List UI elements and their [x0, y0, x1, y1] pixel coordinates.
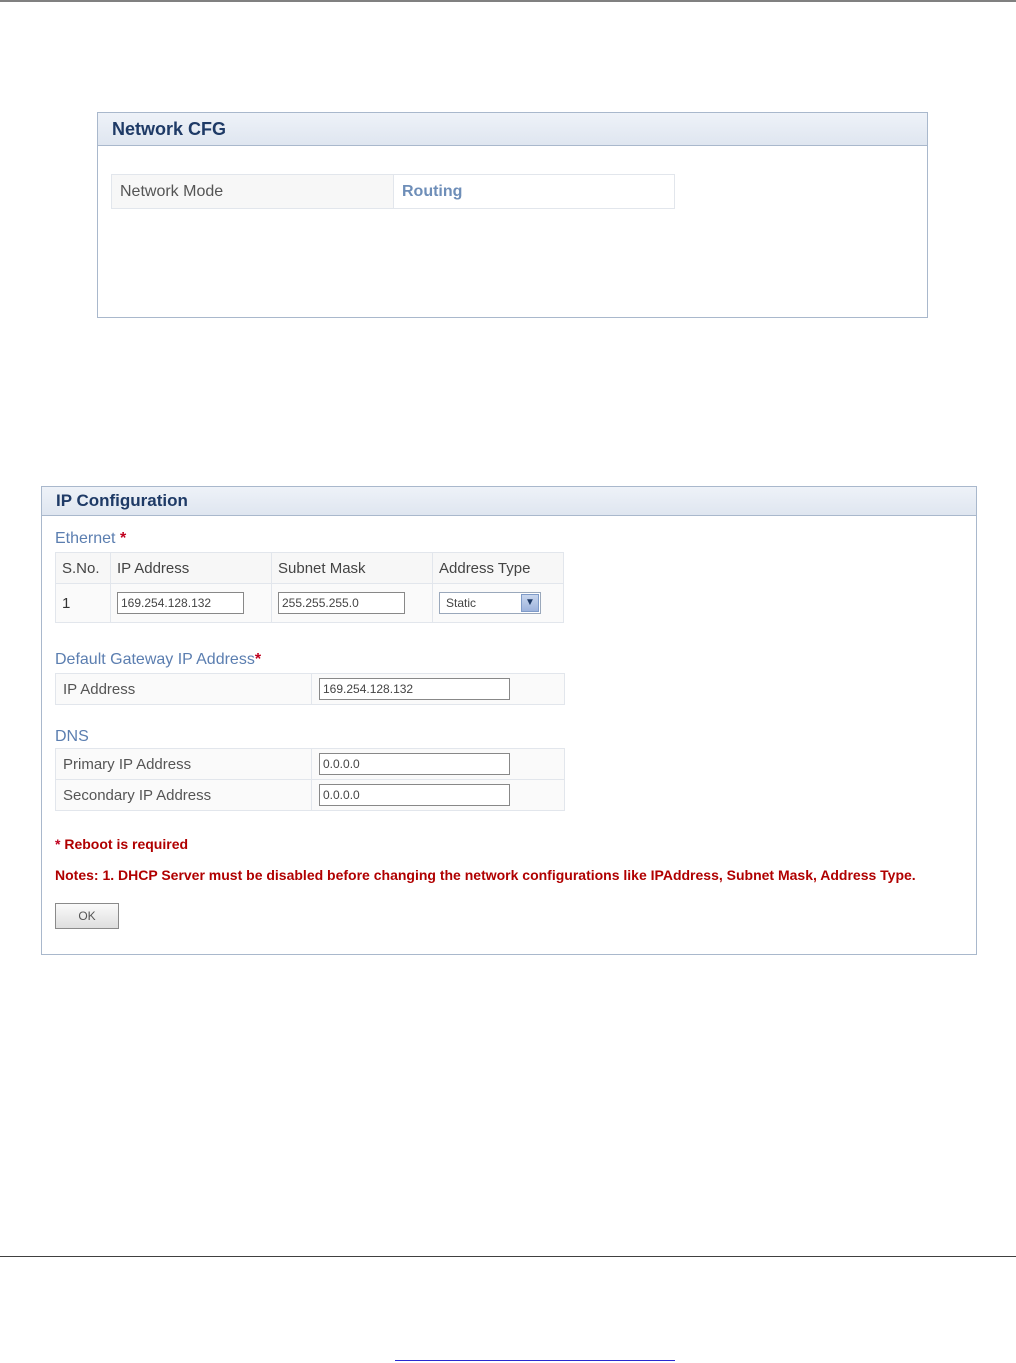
- table-row: [56, 749, 565, 780]
- reboot-note: [55, 836, 188, 852]
- bottom-rule: [0, 1256, 1016, 1257]
- table-row: [56, 780, 565, 811]
- col-ip-address: IP Address: [111, 553, 272, 584]
- network-mode-value: Routing: [394, 175, 675, 209]
- subnet-mask-input[interactable]: [278, 592, 405, 614]
- ip-address-cell: [111, 584, 272, 623]
- primary-dns-input[interactable]: [319, 753, 510, 775]
- col-subnet-mask: Subnet Mask: [272, 553, 433, 584]
- dns-section-title: DNS: [55, 728, 89, 745]
- required-mark: *: [254, 651, 262, 668]
- network-cfg-panel: [97, 112, 928, 318]
- ethernet-section-title: [55, 530, 126, 548]
- top-rule: [0, 0, 1016, 2]
- secondary-dns-cell: [312, 780, 565, 811]
- subnet-mask-cell: [272, 584, 433, 623]
- primary-dns-cell: [312, 749, 565, 780]
- gateway-ip-cell: [312, 674, 565, 705]
- address-type-value: Static: [446, 596, 477, 610]
- ip-configuration-title: IP Configuration: [42, 487, 976, 516]
- ethernet-ip-input[interactable]: [117, 592, 244, 614]
- address-type-cell: [433, 584, 564, 623]
- reboot-note-text: Reboot is required: [64, 836, 189, 852]
- network-mode-table: [111, 174, 675, 209]
- required-mark: *: [119, 530, 127, 547]
- gateway-section-title: [55, 651, 261, 669]
- network-mode-label: Network Mode: [112, 175, 394, 209]
- table-row: [56, 674, 565, 705]
- ip-configuration-panel: [41, 486, 977, 955]
- ethernet-table-header: [56, 553, 564, 584]
- gateway-table: [55, 673, 565, 705]
- notes-text: Notes: 1. DHCP Server must be disabled before changing the network configurations like IPAddress, Subnet Mask, Address Type.: [55, 867, 916, 883]
- table-row: [56, 584, 564, 623]
- gateway-ip-label: IP Address: [56, 674, 312, 705]
- ok-button[interactable]: OK: [55, 903, 119, 929]
- ethernet-title-text: Ethernet: [55, 530, 116, 547]
- address-type-select[interactable]: [439, 592, 541, 614]
- chevron-down-icon[interactable]: ▼: [521, 594, 539, 612]
- col-sno: S.No.: [56, 553, 111, 584]
- footer-link-underline[interactable]: [395, 1360, 675, 1361]
- gateway-ip-input[interactable]: [319, 678, 510, 700]
- secondary-dns-input[interactable]: [319, 784, 510, 806]
- required-mark: *: [55, 836, 61, 852]
- secondary-dns-label: Secondary IP Address: [56, 780, 312, 811]
- dns-table: [55, 748, 565, 811]
- ethernet-table: [55, 552, 564, 623]
- row-sno: 1: [56, 584, 111, 623]
- gateway-title-text: Default Gateway IP Address: [55, 651, 255, 668]
- col-address-type: Address Type: [433, 553, 564, 584]
- primary-dns-label: Primary IP Address: [56, 749, 312, 780]
- network-cfg-title: Network CFG: [98, 113, 927, 146]
